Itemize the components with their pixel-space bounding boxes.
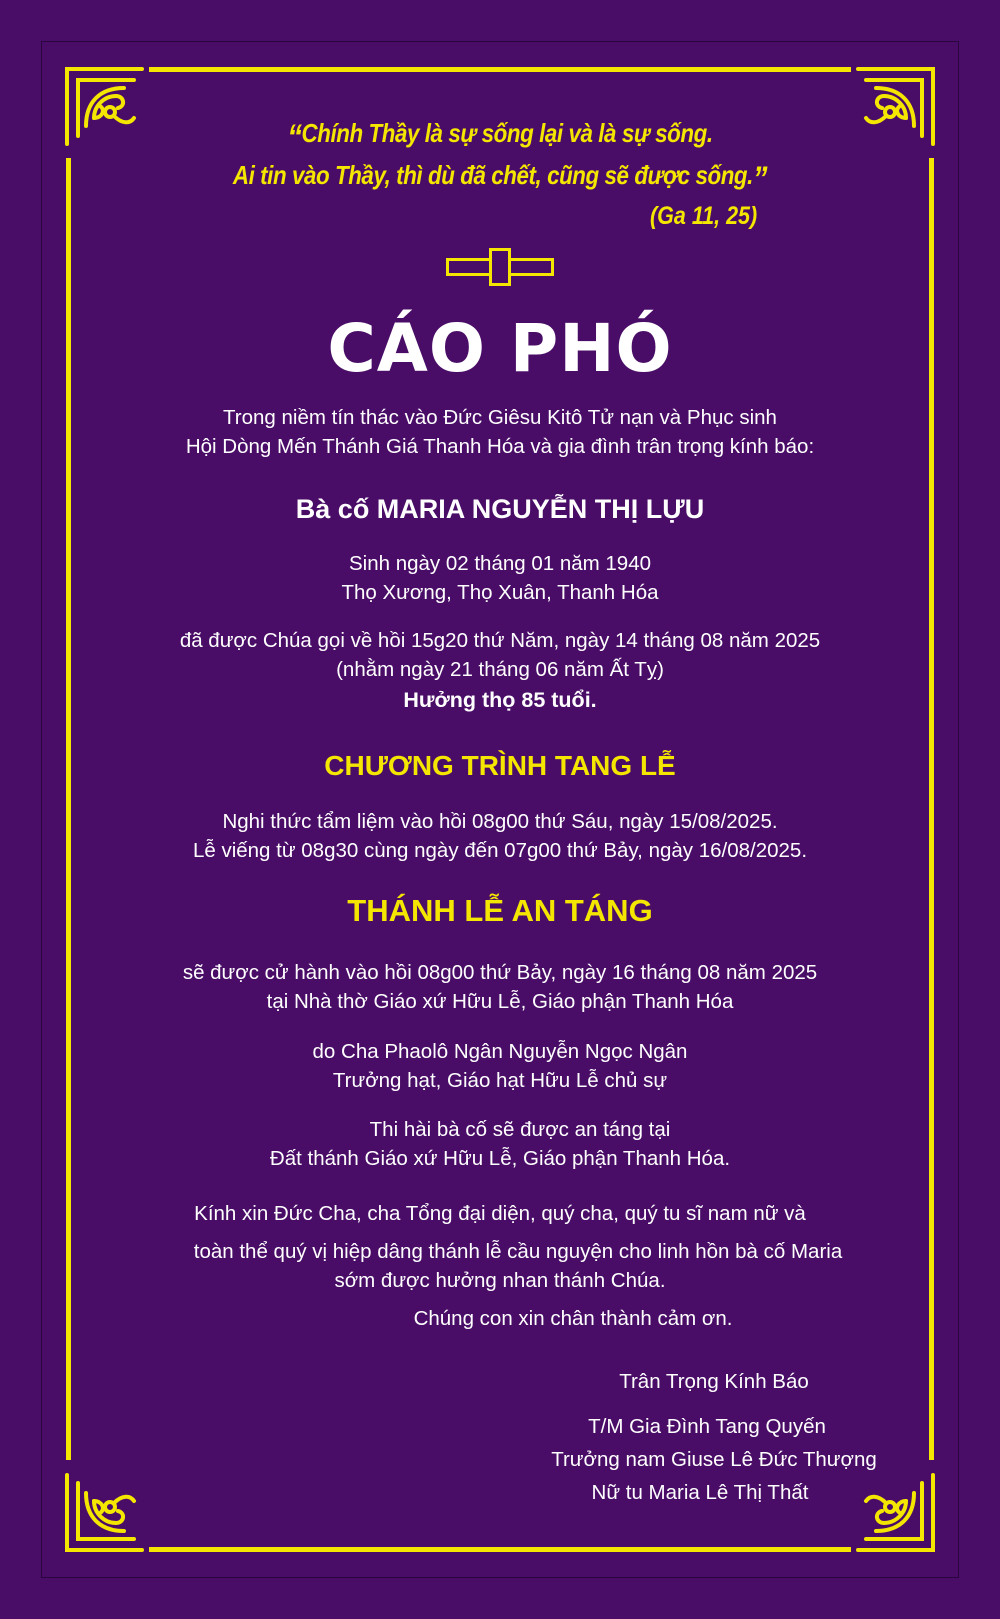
quote-open-mark: “	[287, 118, 302, 156]
frame-top-line	[149, 67, 851, 72]
intro-line-2: Hội Dòng Mến Thánh Giá Thanh Hóa và gia đình trân trọng kính báo:	[185, 435, 815, 458]
burial-line-2: Đất thánh Giáo xứ Hữu Lễ, Giáo phận Thanh Hóa.	[269, 1147, 731, 1170]
quote-close-mark: ”	[752, 160, 768, 198]
mass-line-1: sẽ được cử hành vào hồi 08g00 thứ Bảy, ngày 16 tháng 08 năm 2025	[182, 961, 818, 984]
signature-line-2: T/M Gia Đình Tang Quyến	[588, 1415, 826, 1438]
intro-line-1: Trong niềm tín thác vào Đức Giêsu Kitô Tử nạn và Phục sinh	[223, 406, 777, 429]
request-line-1: Kính xin Đức Cha, cha Tổng đại diện, quý cha, quý tu sĩ nam nữ và	[194, 1202, 806, 1225]
quote-text-2: Ai tin vào Thầy, thì dù đã chết, cũng sẽ được sống.	[232, 160, 753, 190]
mass-line-2: tại Nhà thờ Giáo xứ Hữu Lễ, Giáo phận Thanh Hóa	[266, 990, 734, 1013]
quote-line-2	[70, 160, 930, 199]
mass-heading: THÁNH LỄ AN TÁNG	[347, 893, 653, 928]
death-date: đã được Chúa gọi về hồi 15g20 thứ Năm, ngày 14 tháng 08 năm 2025	[179, 629, 821, 652]
quote-reference: (Ga 11, 25)	[650, 202, 758, 230]
thanks-line: Chúng con xin chân thành cảm ơn.	[413, 1307, 733, 1330]
celebrant-line-1: do Cha Phaolô Ngân Nguyễn Ngọc Ngân	[312, 1040, 688, 1063]
program-line-2: Lễ viếng từ 08g30 cùng ngày đến 07g00 thứ Bảy, ngày 16/08/2025.	[192, 839, 808, 862]
frame-bottom-line	[149, 1547, 851, 1552]
request-line-2: toàn thể quý vị hiệp dâng thánh lễ cầu nguyện cho linh hồn bà cố Maria	[193, 1240, 843, 1263]
quote-text-1: Chính Thầy là sự sống lại và là sự sống.	[301, 118, 713, 148]
program-heading: CHƯƠNG TRÌNH TANG LỄ	[324, 750, 676, 781]
signature-line-1: Trân Trọng Kính Báo	[619, 1370, 809, 1393]
celebrant-line-2: Trưởng hạt, Giáo hạt Hữu Lễ chủ sự	[332, 1069, 668, 1092]
lunar-date: (nhằm ngày 21 tháng 06 năm Ất Tỵ)	[336, 658, 664, 681]
signature-line-4: Nữ tu Maria Lê Thị Thất	[591, 1481, 809, 1504]
program-line-1: Nghi thức tẩm liệm vào hồi 08g00 thứ Sáu, ngày 15/08/2025.	[222, 810, 778, 833]
burial-line-1: Thi hài bà cố sẽ được an táng tại	[369, 1118, 671, 1141]
hometown: Thọ Xương, Thọ Xuân, Thanh Hóa	[341, 581, 659, 604]
ornament-corner-icon	[64, 1473, 144, 1553]
page-title: CÁO PHÓ	[327, 310, 673, 387]
cross-icon	[446, 248, 554, 286]
quote-line-1	[70, 118, 930, 157]
age: Hưởng thọ 85 tuổi.	[403, 688, 597, 712]
request-line-3: sớm được hưởng nhan thánh Chúa.	[334, 1269, 666, 1292]
birth-date: Sinh ngày 02 tháng 01 năm 1940	[348, 552, 652, 575]
deceased-name: Bà cố MARIA NGUYỄN THỊ LỰU	[295, 494, 705, 524]
signature-line-3: Trưởng nam Giuse Lê Đức Thượng	[551, 1448, 877, 1471]
